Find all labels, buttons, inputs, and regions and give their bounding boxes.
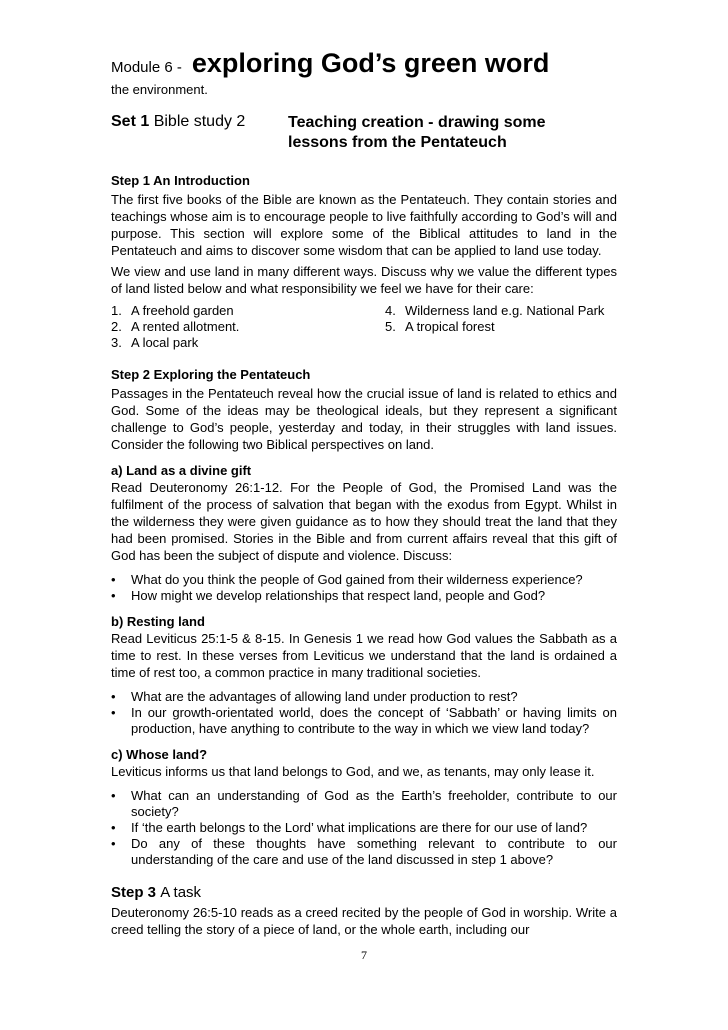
step3-heading-text: A task — [160, 884, 202, 901]
section-b-paragraph: Read Leviticus 25:1-5 & 8-15. In Genesis 1 we read how God values the Sabbath as a time to rest. In these verses from Leviticus we understand that the land is ordained a time of rest too, a common practice in many traditional societies. — [111, 631, 617, 680]
step3-paragraph: Deuteronomy 26:5-10 reads as a creed recited by the people of God in worship. Write a creed telling the story of a piece of land, or the whole earth, including our — [111, 905, 617, 937]
set-title-line-2: lessons from the Pentateuch — [288, 134, 507, 151]
list-item: 1. A freehold garden — [111, 303, 234, 318]
document-page — [111, 48, 617, 938]
list-item: • What are the advantages of allowing land under production to rest? — [111, 689, 518, 704]
module-label: Module 6 - — [111, 59, 182, 76]
step1-paragraph-1: The first five books of the Bible are known as the Pentateuch. They contain stories and teachings whose aim is to encourage people to live faithfully according to God’s will and purpose. This section will explore some of the Biblical attitudes to land in the Pentateuch and aims to discover some wisdom that can be applied to land use today. — [111, 192, 617, 258]
list-item: • What can an understanding of God as the Earth’s freeholder, contribute to our society? — [111, 788, 617, 819]
section-a-paragraph: Read Deuteronomy 26:1-12. For the People of God, the Promised Land was the fulfilment of the process of salvation that began with the exodus from Egypt. Whilst in the wilderness they were given guidance as to how they should treat the land that they had been promised. Stories in the Bible and from current affairs reveal that this gift of God has been the subject of dispute and violence. Discuss: — [111, 480, 617, 563]
list-item: • In our growth-orientated world, does the concept of ‘Sabbath’ or having limits on production, have anything to contribute to the way in which we view land today? — [111, 705, 617, 736]
module-title: exploring God’s green word — [191, 48, 550, 78]
section-b-bullets — [111, 689, 617, 737]
bullet-icon: • — [111, 836, 116, 851]
land-types-list — [111, 303, 617, 351]
section-b-heading: b) Resting land — [111, 614, 205, 629]
list-item: 5. A tropical forest — [385, 319, 495, 334]
list-item: • What do you think the people of God gained from their wilderness experience? — [111, 572, 583, 587]
step2-paragraph: Passages in the Pentateuch reveal how the crucial issue of land is related to ethics and God. Some of the ideas may be theological ideals, but they represent a significant challenge to God’s people, yesterday and today, in their struggles with land issues. Consider the following two Biblical perspectives on land. — [111, 386, 617, 452]
study-label: Bible study 2 — [153, 113, 246, 130]
step2-heading: Step 2 Exploring the Pentateuch — [111, 367, 311, 382]
module-header — [111, 48, 617, 79]
list-item: 2. A rented allotment. — [111, 319, 240, 334]
section-a-heading: a) Land as a divine gift — [111, 463, 252, 478]
step3-heading-label: Step 3 — [111, 884, 157, 901]
bullet-icon: • — [111, 788, 116, 803]
set-heading — [111, 113, 617, 153]
bullet-icon: • — [111, 705, 116, 720]
section-c-heading: c) Whose land? — [111, 747, 208, 762]
set-label: Set 1 — [111, 113, 150, 130]
section-c-bullets — [111, 788, 617, 868]
module-subtitle: the environment. — [111, 82, 208, 97]
section-a-bullets — [111, 572, 617, 604]
set-label-group — [111, 113, 288, 153]
list-item: 4. Wilderness land e.g. National Park — [385, 303, 605, 318]
set-title-line-1: Teaching creation - drawing some — [288, 114, 546, 131]
land-types-list-right — [385, 303, 617, 351]
page-number: 7 — [361, 948, 367, 962]
step3-heading — [111, 884, 617, 901]
bullet-icon: • — [111, 820, 116, 835]
list-item: 3. A local park — [111, 335, 199, 350]
section-c-paragraph: Leviticus informs us that land belongs to God, and we, as tenants, may only lease it. — [111, 764, 595, 779]
list-item: • How might we develop relationships that respect land, people and God? — [111, 588, 546, 603]
land-types-list-left — [111, 303, 385, 351]
bullet-icon: • — [111, 572, 116, 587]
set-title — [288, 113, 617, 153]
bullet-icon: • — [111, 689, 116, 704]
step1-paragraph-2: We view and use land in many different ways. Discuss why we value the different types of land listed below and what responsibility we feel we have for their care: — [111, 264, 617, 296]
step1-heading: Step 1 An Introduction — [111, 173, 250, 188]
list-item: • If ‘the earth belongs to the Lord’ what implications are there for our use of land? — [111, 820, 588, 835]
bullet-icon: • — [111, 588, 116, 603]
list-item: • Do any of these thoughts have something relevant to contribute to our understanding of the care and use of the land discussed in step 1 above? — [111, 836, 617, 867]
